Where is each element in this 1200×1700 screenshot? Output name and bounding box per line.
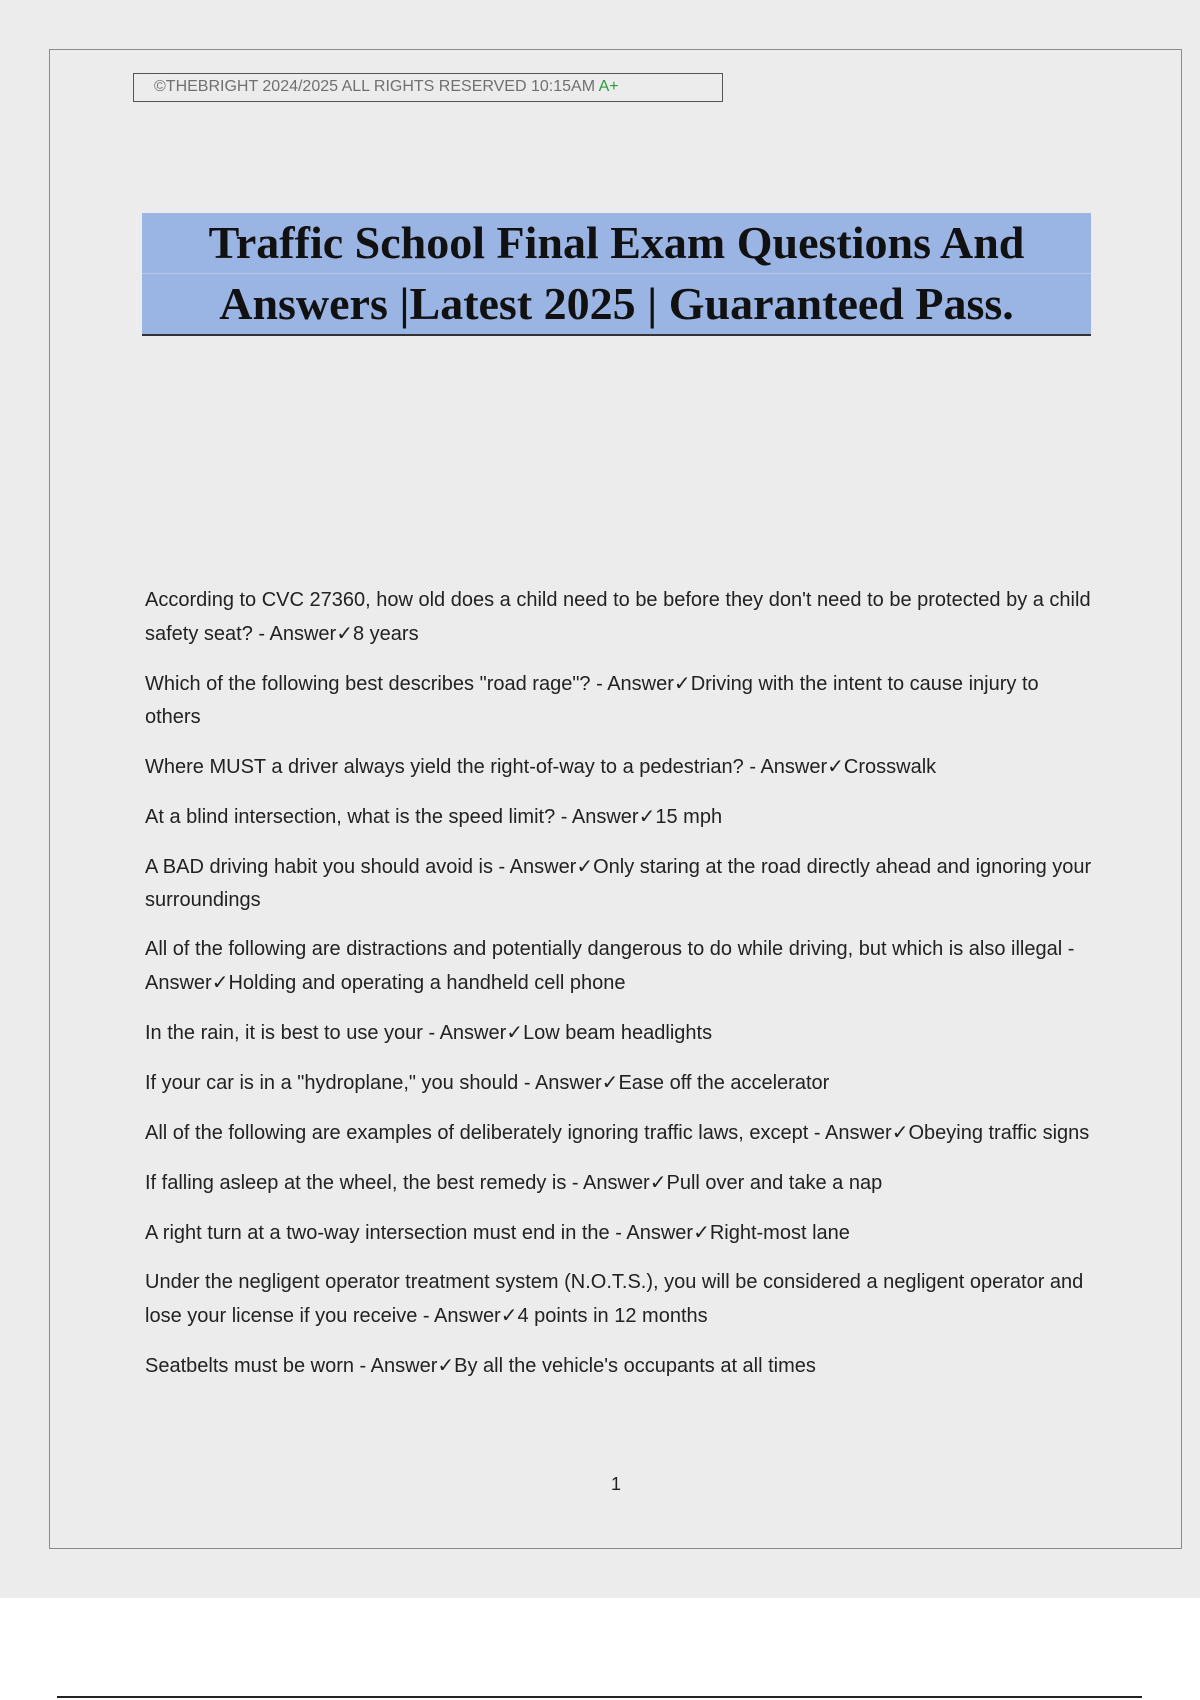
qa-item: All of the following are examples of deliberately ignoring traffic laws, except - Answer✓Obeying traffic signs	[145, 1120, 1090, 1144]
question-text: Seatbelts must be worn	[145, 1355, 354, 1377]
question-answer-list	[145, 584, 1095, 1399]
answer-label: Answer	[760, 756, 828, 778]
checkmark-icon: ✓	[673, 671, 691, 695]
checkmark-icon: ✓	[638, 804, 656, 828]
checkmark-icon: ✓	[601, 1070, 619, 1094]
document-title	[142, 213, 1091, 336]
checkmark-icon: ✓	[576, 854, 594, 878]
answer-text: Crosswalk	[843, 756, 937, 778]
answer-text: Low beam headlights	[523, 1022, 713, 1044]
answer-label: Answer	[626, 1222, 694, 1244]
footer-divider	[57, 1696, 1142, 1698]
question-text: If falling asleep at the wheel, the best remedy is	[145, 1172, 567, 1194]
copyright-header	[133, 73, 723, 102]
question-text: Which of the following best describes "road rage"?	[145, 673, 591, 695]
question-text: All of the following are distractions and potentially dangerous to do while driving, but which is also illegal	[145, 938, 1063, 960]
checkmark-icon: ✓	[437, 1353, 455, 1377]
answer-label: Answer	[509, 856, 577, 878]
question-text: At a blind intersection, what is the speed limit?	[145, 806, 556, 828]
qa-item: Under the negligent operator treatment system (N.O.T.S.), you will be considered a negligent operator and lose your license if you receive - Answer✓4 points in 12 months	[145, 1271, 1084, 1327]
answer-label: Answer	[824, 1122, 892, 1144]
title-line-1: Traffic School Final Exam Questions And	[142, 213, 1091, 274]
answer-text: Ease off the accelerator	[618, 1072, 830, 1094]
answer-label: Answer	[583, 1172, 650, 1194]
answer-text: By all the vehicle's occupants at all times	[454, 1355, 816, 1377]
answer-label: Answer	[269, 623, 337, 645]
checkmark-icon: ✓	[649, 1170, 667, 1194]
qa-item: According to CVC 27360, how old does a child need to be before they don't need to be protected by a child safety seat? - Answer✓8 years	[145, 589, 1091, 645]
answer-text: 4 points in 12 months	[517, 1305, 708, 1327]
question-text: Where MUST a driver always yield the right-of-way to a pedestrian?	[145, 756, 744, 778]
checkmark-icon: ✓	[827, 754, 844, 778]
question-text: If your car is in a "hydroplane," you should	[145, 1072, 519, 1094]
qa-item: A BAD driving habit you should avoid is - Answer✓Only staring at the road directly ahead and ignoring your surroundings	[145, 854, 1092, 911]
checkmark-icon: ✓	[336, 621, 353, 645]
title-line-2: Answers |Latest 2025 | Guaranteed Pass.	[219, 278, 1014, 329]
question-text: In the rain, it is best to use your	[145, 1022, 423, 1044]
answer-label: Answer	[434, 1305, 501, 1327]
question-text: A right turn at a two-way intersection must end in the	[145, 1222, 610, 1244]
answer-label: Answer	[571, 806, 639, 828]
checkmark-icon: ✓	[500, 1303, 518, 1327]
answer-text: Holding and operating a handheld cell phone	[228, 972, 626, 994]
answer-label: Answer	[534, 1072, 602, 1094]
answer-label: Answer	[145, 972, 212, 994]
checkmark-icon: ✓	[506, 1020, 524, 1044]
answer-label: Answer	[607, 673, 674, 695]
checkmark-icon: ✓	[693, 1220, 710, 1244]
question-text: All of the following are examples of deliberately ignoring traffic laws, except	[145, 1122, 809, 1144]
page-number: 1	[610, 1474, 621, 1494]
qa-item: If your car is in a "hydroplane," you should - Answer✓Ease off the accelerator	[145, 1070, 830, 1094]
qa-item: If falling asleep at the wheel, the best remedy is - Answer✓Pull over and take a nap	[145, 1170, 883, 1194]
answer-text: 8 years	[352, 623, 419, 645]
answer-text: Driving with the intent to cause injury to others	[145, 673, 1039, 728]
answer-text: Pull over and take a nap	[666, 1172, 883, 1194]
qa-item: Which of the following best describes "road rage"? - Answer✓Driving with the intent to cause injury to others	[145, 671, 1039, 728]
qa-item: At a blind intersection, what is the speed limit? - Answer✓15 mph	[145, 804, 723, 828]
answer-text: Only staring at the road directly ahead and ignoring your surroundings	[145, 856, 1092, 911]
question-text: A BAD driving habit you should avoid is	[145, 856, 493, 878]
grade-label: A+	[598, 78, 619, 95]
answer-text: Right-most lane	[709, 1222, 850, 1244]
checkmark-icon: ✓	[211, 970, 229, 994]
qa-item: In the rain, it is best to use your - Answer✓Low beam headlights	[145, 1020, 713, 1044]
question-text: According to CVC 27360, how old does a child need to be before they don't need to be protected by a child safety seat?	[145, 589, 1091, 645]
qa-item: Seatbelts must be worn - Answer✓By all the vehicle's occupants at all times	[145, 1353, 816, 1377]
answer-text: 15 mph	[655, 806, 723, 828]
answer-text: Obeying traffic signs	[908, 1122, 1090, 1144]
question-text: Under the negligent operator treatment system (N.O.T.S.), you will be considered a negligent operator and lose your license if you receive	[145, 1271, 1084, 1327]
qa-item: Where MUST a driver always yield the right-of-way to a pedestrian? - Answer✓Crosswalk	[145, 754, 937, 778]
answer-label: Answer	[439, 1022, 507, 1044]
copyright-text: ©THEBRIGHT 2024/2025 ALL RIGHTS RESERVED 10:15AM	[154, 78, 596, 95]
qa-item: A right turn at a two-way intersection must end in the - Answer✓Right-most lane	[145, 1220, 850, 1244]
qa-item: All of the following are distractions and potentially dangerous to do while driving, but which is also illegal - Answer✓Holding and operating a handheld cell phone	[145, 938, 1075, 994]
checkmark-icon: ✓	[891, 1120, 909, 1144]
answer-label: Answer	[370, 1355, 438, 1377]
